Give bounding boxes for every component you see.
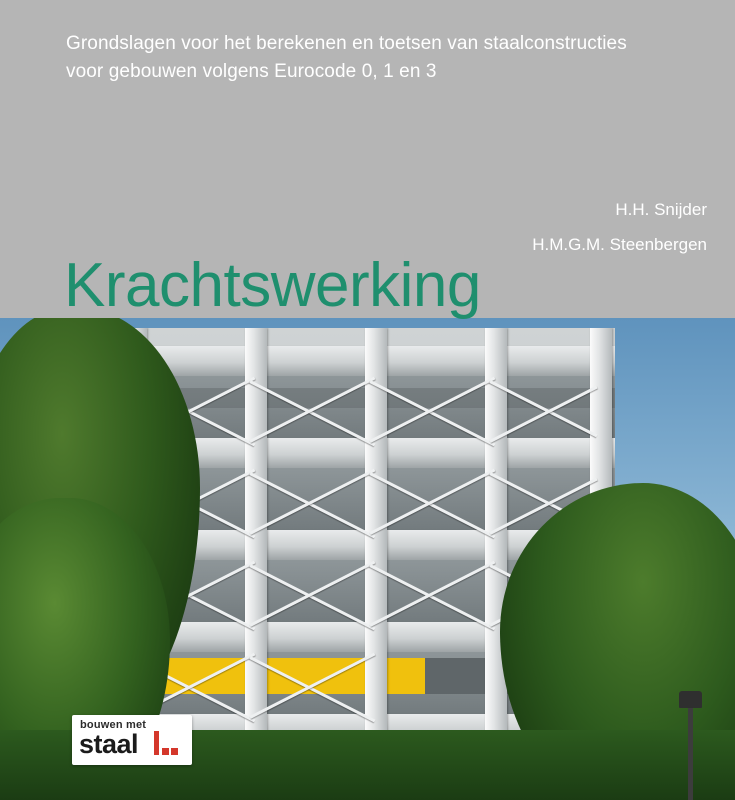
cover-subtitle <box>66 30 666 86</box>
publisher-logo-dot-2 <box>171 748 178 755</box>
publisher-logo-top-text: bouwen met <box>80 719 147 731</box>
column <box>485 328 507 768</box>
cover-subtitle-line-2: voor gebouwen volgens Eurocode 0, 1 en 3 <box>66 61 437 82</box>
cover-subtitle-line-1: Grondslagen voor het berekenen en toetsen van staalconstructies <box>66 33 627 54</box>
author-1: H.H. Snijder <box>615 200 707 219</box>
author-2: H.M.G.M. Steenbergen <box>532 235 707 254</box>
column <box>245 328 267 768</box>
publisher-logo-main-text: staal <box>79 729 139 759</box>
floor-slab <box>95 346 615 376</box>
publisher-logo-bar <box>154 731 159 755</box>
page-title: Krachtswerking <box>64 251 481 320</box>
lamp-post-pole <box>688 700 693 800</box>
publisher-logo-dot-1 <box>162 748 169 755</box>
lamp-post-head-icon <box>679 691 702 708</box>
column <box>365 328 387 768</box>
publisher-logo <box>72 715 192 765</box>
